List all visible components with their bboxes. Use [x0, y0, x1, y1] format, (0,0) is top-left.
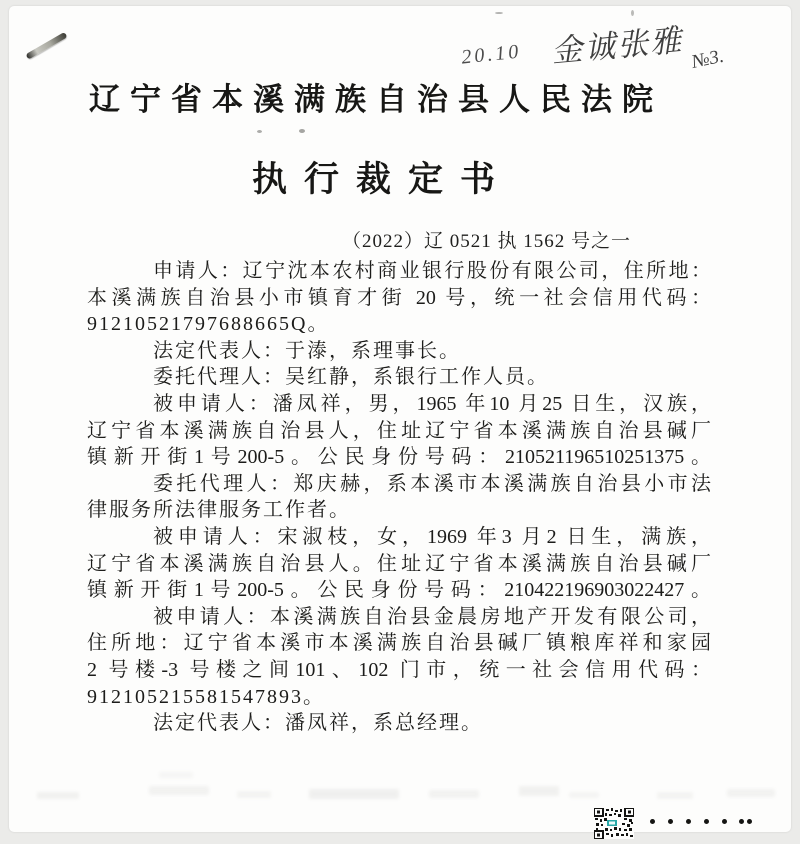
staple-mark — [26, 32, 68, 60]
ink-speck — [495, 12, 503, 14]
dot-mark — [747, 819, 752, 824]
document-title: 执行裁定书 — [251, 160, 512, 199]
ghost-smudge — [569, 792, 599, 798]
dot-mark — [722, 819, 727, 824]
ghost-smudge — [149, 786, 209, 795]
ghost-smudge — [237, 791, 271, 798]
document-body — [87, 258, 711, 737]
body-line: 法定代表人：潘凤祥，系总经理。 — [153, 712, 483, 735]
body-line: 被申请人：潘凤祥，男，1965 年10 月25 日生，汉族， — [153, 392, 711, 415]
body-line: 委托代理人：吴红静，系银行工作人员。 — [153, 366, 549, 389]
ghost-smudge — [429, 790, 479, 798]
handwritten-signature: 金诚张雅 — [549, 22, 685, 69]
body-line: 住所地：辽宁省本溪市本溪满族自治县碱厂镇粮库祥和家园 — [87, 632, 711, 655]
body-line: 申请人：辽宁沈本农村商业银行股份有限公司，住所地： — [153, 260, 711, 282]
body-line: 被申请人：本溪满族自治县金晨房地产开发有限公司， — [153, 605, 711, 628]
ghost-smudge — [37, 792, 79, 799]
qr-code — [594, 808, 634, 839]
ghost-smudge — [727, 789, 775, 797]
dot-mark — [704, 819, 709, 824]
ink-speck — [257, 130, 262, 133]
court-name-title: 辽宁省本溪满族自治县人民法院 — [89, 82, 663, 117]
body-line: 律服务所法律服务工作者。 — [87, 499, 351, 522]
body-line: 本溪满族自治县小市镇育才街 20 号，统一社会信用代码： — [87, 286, 711, 309]
body-line: 镇新开街1号200-5。公民身份号码：210422196903022427。 — [87, 579, 711, 602]
handwritten-date: 20.10 — [460, 40, 523, 69]
dot-mark — [650, 819, 655, 824]
body-line: 辽宁省本溪满族自治县人，住址辽宁省本溪满族自治县碱厂 — [87, 419, 711, 442]
ghost-smudge — [519, 786, 559, 796]
ink-speck — [299, 129, 305, 133]
handwritten-number: №3. — [689, 45, 726, 73]
dot-mark — [686, 819, 691, 824]
body-line: 被申请人：宋淑枝，女，1969 年3 月2 日生，满族， — [153, 525, 711, 548]
dot-mark — [739, 819, 744, 824]
body-line: 辽宁省本溪满族自治县人。住址辽宁省本溪满族自治县碱厂 — [87, 552, 711, 575]
body-line: 镇新开街1号200-5。公民身份号码：210521196510251375。 — [87, 446, 711, 469]
ghost-smudge — [309, 789, 399, 799]
body-line: 912105215581547893。 — [87, 685, 325, 708]
document-page — [9, 6, 791, 832]
body-line: 委托代理人：郑庆赫，系本溪市本溪满族自治县小市法 — [153, 472, 711, 495]
dot-mark — [668, 819, 673, 824]
handwritten-annotation — [460, 14, 781, 73]
body-line: 91210521797688665Q。 — [87, 313, 330, 336]
ink-speck — [631, 10, 634, 16]
body-line: 法定代表人：于溙，系理事长。 — [153, 339, 461, 362]
ghost-smudge — [657, 792, 693, 799]
body-line: 2 号楼-3 号楼之间101、102 门市，统一社会信用代码： — [87, 658, 711, 681]
case-number: （2022）辽 0521 执 1562 号之一 — [341, 231, 631, 252]
ghost-smudge — [159, 772, 193, 778]
